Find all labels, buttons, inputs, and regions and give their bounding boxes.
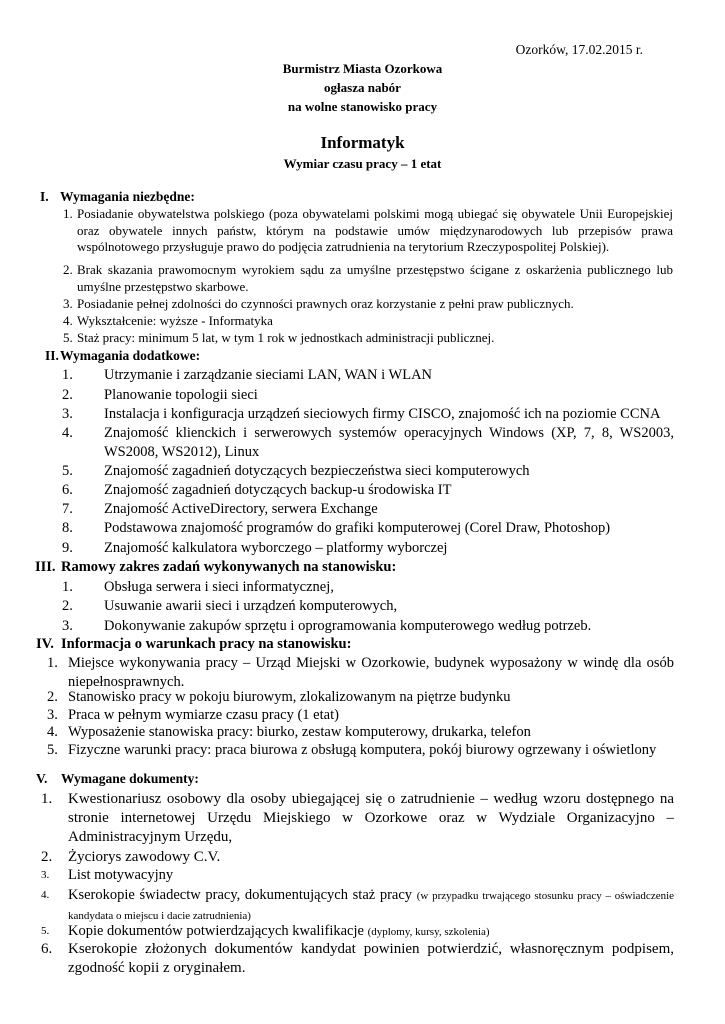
job-title: Informatyk xyxy=(320,133,405,152)
list-item: 3. Dokonywanie zakupów sprzętu i oprogramowania komputerowego według potrzeb. xyxy=(62,618,592,634)
list-item: 3. Posiadanie pełnej zdolności do czynności prawnych oraz korzystanie z pełni praw publicznych. xyxy=(63,296,574,311)
list-item: 2. Stanowisko pracy w pokoju biurowym, zlokalizowanym na piętrze budynku xyxy=(47,689,511,705)
list-item: 8. Podstawowa znajomość programów do grafiki komputerowej (Corel Draw, Photoshop) xyxy=(62,520,611,536)
item-note: (dyplomy, kursy, szkolenia) xyxy=(367,926,490,938)
list-item: 3. List motywacyjny xyxy=(41,867,174,883)
list-item: 5. Fizyczne warunki pracy: praca biurowa z obsługą komputera, pokój biurowy ogrzewany i oświetlony xyxy=(47,742,657,758)
list-item: 9. Znajomość kalkulatora wyborczego – platformy wyborczej xyxy=(62,540,448,556)
item-text: Kserokopie świadectw pracy, dokumentujących staż pracy xyxy=(68,887,413,903)
issuer-line: Burmistrz Miasta Ozorkowa xyxy=(282,61,443,76)
list-item: 6. Znajomość zagadnień dotyczących backup-u środowiska IT xyxy=(62,482,452,498)
list-item: 5. Znajomość zagadnień dotyczących bezpieczeństwa sieci komputerowych xyxy=(62,463,530,479)
list-item: 2. Brak skazania prawomocnym wyrokiem sądu za umyślne przestępstwo ścigane z oskarżenia publicznego lub umyślne przestępstwo skarbowe. xyxy=(63,262,673,294)
section-heading: II.Wymagania dodatkowe: xyxy=(45,348,201,363)
list-item: 4. Kserokopie świadectw pracy, dokumentujących staż pracy (w przypadku trwającego stosunku pracy – oświadczenie kandydata o miejscu i dacie zatrudnienia) xyxy=(41,887,675,922)
list-item: 1. Miejsce wykonywania pracy – Urząd Miejski w Ozorkowie, budynek wyposażony w windę dla osób niepełnosprawnych. xyxy=(47,655,674,690)
section-heading: IV. Informacja o warunkach pracy na stanowisku: xyxy=(36,636,352,652)
item-text: Kopie dokumentów potwierdzających kwalifikacje xyxy=(68,923,364,939)
list-item: 3. Praca w pełnym wymiarze czasu pracy (1 etat) xyxy=(47,707,339,723)
document-date: Ozorków, 17.02.2015 r. xyxy=(515,42,643,57)
section-heading: III. Ramowy zakres zadań wykonywanych na stanowisku: xyxy=(35,559,397,575)
section-heading: I. Wymagania niezbędne: xyxy=(40,189,195,204)
list-item: 5. Staż pracy: minimum 5 lat, w tym 1 rok w jednostkach administracji publicznej. xyxy=(63,330,495,345)
list-item: 6. Kserokopie złożonych dokumentów kandydat powinien potwierdzić, własnoręcznym podpisem, zgodność kopii z oryginałem. xyxy=(41,941,674,976)
announcement-line: ogłasza nabór xyxy=(324,80,401,95)
list-item: 2. Życiorys zawodowy C.V. xyxy=(41,849,221,865)
list-item: 2. Usuwanie awarii sieci i urządzeń komputerowych, xyxy=(62,598,398,614)
list-item: 2. Planowanie topologii sieci xyxy=(62,387,258,403)
list-item: 4. Wykształcenie: wyższe - Informatyka xyxy=(63,313,273,328)
list-item: 4. Wyposażenie stanowiska pracy: biurko, zestaw komputerowy, drukarka, telefon xyxy=(47,724,531,740)
job-subtitle: Wymiar czasu pracy – 1 etat xyxy=(283,156,442,171)
section-heading: V. Wymagane dokumenty: xyxy=(36,771,199,786)
list-item: 1. Utrzymanie i zarządzanie sieciami LAN, WAN i WLAN xyxy=(62,367,433,383)
vacancy-line: na wolne stanowisko pracy xyxy=(287,99,438,114)
item-note: (w przypadku trwającego stosunku pracy – oświadczenie kandydata o miejscu i dacie zatrudnienia) xyxy=(68,890,675,922)
list-item: 1. Posiadanie obywatelstwa polskiego (poza obywatelami polskimi mogą ubiegać się obywatele Unii Europejskiej oraz obywatele innych państw, którym na podstawie umów międzynarodowych lub przepisów prawa wspólnotowego przysługuje prawo do podjęcia zatrudnienia na terytorium Rzeczypospolitej Polskiej). xyxy=(63,206,673,254)
list-item: 1. Kwestionariusz osobowy dla osoby ubiegającej się o zatrudnienie – według wzoru dostępnego na stronie internetowej Urzędu Miejskiego w Ozorkowe oraz w Wydziale Organizacyjno – Administracyjnym Urzędu, xyxy=(41,791,674,845)
list-item: 5. Kopie dokumentów potwierdzających kwalifikacje (dyplomy, kursy, szkolenia) xyxy=(41,923,490,939)
list-item: 3. Instalacja i konfiguracja urządzeń sieciowych firmy CISCO, znajomość ich na poziomie CCNA xyxy=(62,406,661,422)
list-item: 7. Znajomość ActiveDirectory, serwera Exchange xyxy=(62,501,378,517)
list-item: 1. Obsługa serwera i sieci informatycznej, xyxy=(62,579,334,595)
list-item: 4. Znajomość klienckich i serwerowych systemów operacyjnych Windows (XP, 7, 8, WS2003, WS2008, WS2012), Linux xyxy=(62,425,674,460)
